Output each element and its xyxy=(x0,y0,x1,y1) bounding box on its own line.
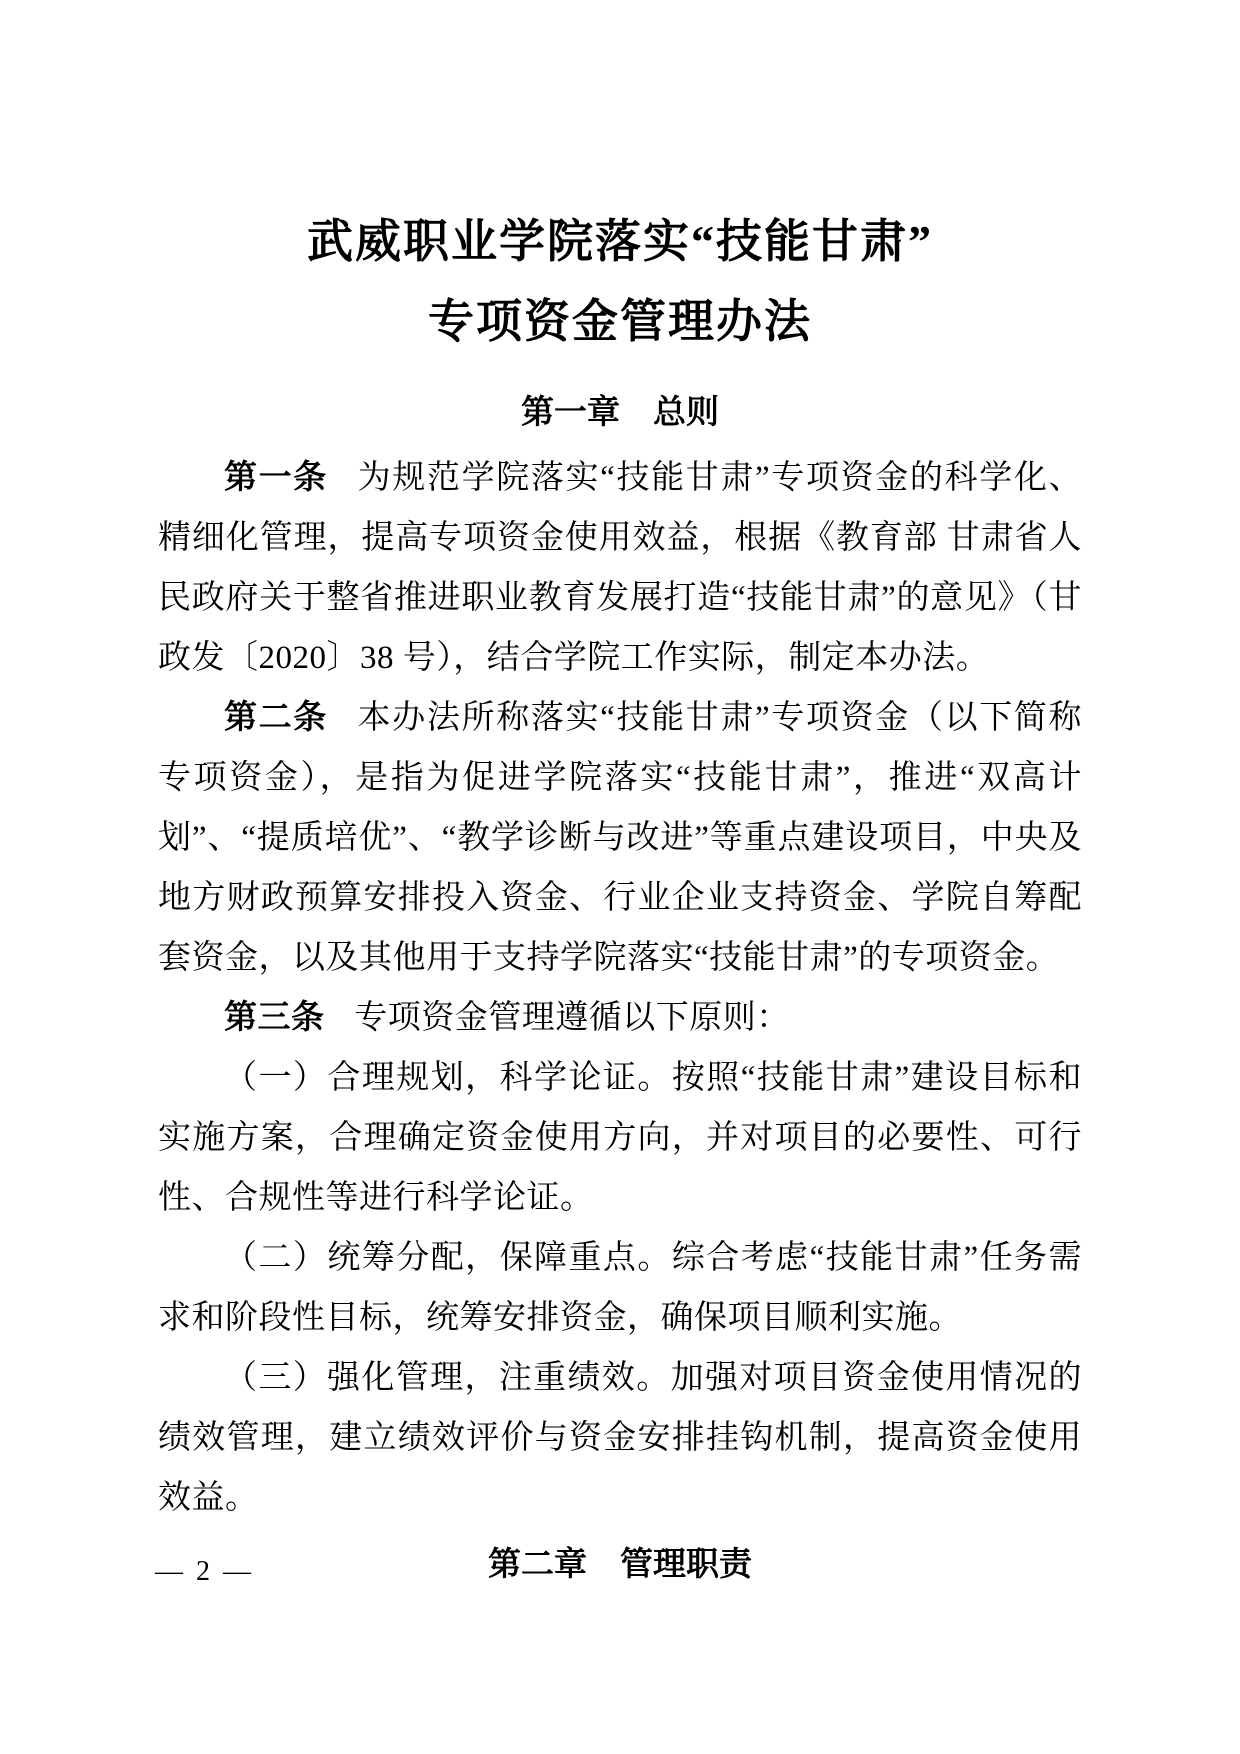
article-2-paragraph xyxy=(158,688,1082,988)
article-3-label: 第三条 xyxy=(224,1000,325,1036)
chapter-2-heading: 第二章 管理职责 xyxy=(488,1545,752,1582)
document-content xyxy=(158,202,1082,1592)
article-1-label: 第一条 xyxy=(224,460,328,496)
page-number: — 2 — xyxy=(155,1556,254,1587)
article-1-paragraph xyxy=(158,448,1082,688)
article-2-label: 第二条 xyxy=(224,700,328,736)
article-1-text: 为规范学院落实“技能甘肃”专项资金的科学化、精细化管理，提高专项资金使用效益，根据《教育部 甘肃省人民政府关于整省推进职业教育发展打造“技能甘肃”的意见》（甘政发〔2020〕38 号），结合学院工作实际，制定本办法。 xyxy=(158,460,1083,676)
document-title xyxy=(158,202,1082,362)
article-2-text: 本办法所称落实“技能甘肃”专项资金（以下简称专项资金），是指为促进学院落实“技能甘肃”，推进“双高计划”、“提质培优”、“教学诊断与改进”等重点建设项目，中央及地方财政预算安排投入资金、行业企业支持资金、学院自筹配套资金，以及其他用于支持学院落实“技能甘肃”的专项资金。 xyxy=(158,700,1083,976)
document-title-line1: 武威职业学院落实“技能甘肃” xyxy=(307,216,933,267)
principle-2-paragraph: （二）统筹分配，保障重点。综合考虑“技能甘肃”任务需求和阶段性目标，统筹安排资金，确保项目顺利实施。 xyxy=(158,1240,1082,1336)
document-title-line2: 专项资金管理办法 xyxy=(428,296,812,347)
article-3-paragraph xyxy=(158,988,1082,1048)
chapter-1-heading: 第一章 总则 xyxy=(521,393,719,430)
principle-1-paragraph: （一）合理规划，科学论证。按照“技能甘肃”建设目标和实施方案，合理确定资金使用方向，并对项目的必要性、可行性、合规性等进行科学论证。 xyxy=(158,1060,1082,1216)
principle-3-paragraph: （三）强化管理，注重绩效。加强对项目资金使用情况的绩效管理，建立绩效评价与资金安排挂钩机制，提高资金使用效益。 xyxy=(158,1360,1082,1516)
article-3-text: 专项资金管理遵循以下原则： xyxy=(354,1000,790,1036)
